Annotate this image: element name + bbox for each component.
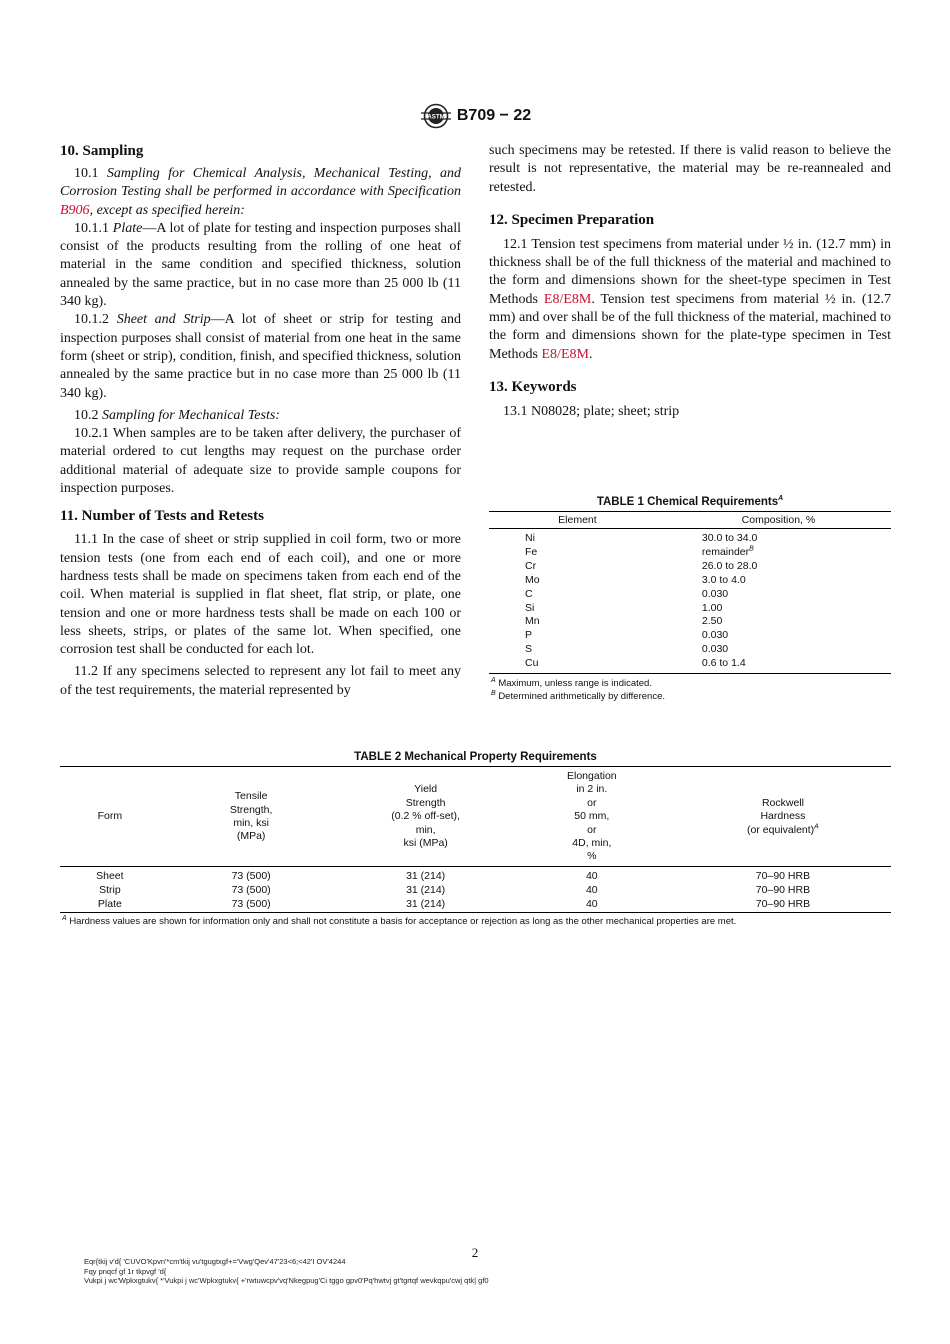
paragraph-10-2: 10.2 Sampling for Mechanical Tests: — [74, 407, 280, 423]
cell-form: Strip — [99, 883, 121, 896]
cell-form: Sheet — [96, 869, 124, 882]
table-1-footnotes — [489, 677, 891, 703]
cell-hardness: 70–90 HRB — [755, 869, 811, 882]
table-row — [489, 657, 891, 673]
paragraph-12-1: 12.1 Tension test specimens from material under ½ in. (12.7 mm) in thickness shall be of the full thickness of the material and machined to the form and dimensions shown for the sheet-type specimen in Test Methods E8/E8M. Tension test specimens from material ½ in. (12.7 mm) and over shall be of the full thickness of the material, machined to the form and dimensions shown for the plate-type specimen in Test Methods E8/E8M. — [489, 236, 891, 362]
cell-composition: 3.0 to 4.0 — [701, 573, 746, 586]
table-row — [489, 546, 891, 560]
section-10-heading: 10. Sampling — [60, 143, 144, 159]
table-1-title: TABLE 1 Chemical Requirements$^A$ — [596, 495, 784, 508]
cell-elongation: 40 — [509, 897, 675, 913]
column-header-form: Form — [60, 767, 160, 867]
cell-element: C — [525, 587, 533, 600]
footer-line-1: Eqr{tkij v'd{ 'CUVO'Kpvn'*cm'tkij vu'tgugtxgf+='Vwg'Qev'47'23<6;<42'I OV'4244 — [84, 1257, 346, 1266]
cell-element: S — [525, 643, 533, 656]
column-header-element: Element — [489, 512, 666, 529]
cell-element: Mn — [525, 615, 540, 628]
paragraph-10-1: 10.1 Sampling for Chemical Analysis, Mechanical Testing, and Corrosion Testing shall be performed in accordance with Specification B906, except as specified herein: — [60, 166, 461, 218]
table-row — [489, 588, 891, 602]
table-row — [489, 529, 891, 546]
paragraph-10-2-1: 10.2.1 When samples are to be taken after delivery, the purchaser of material ordered to cut lengths may request on the purchase order additional material of adequate size to provide sample coupons for inspection purposes. — [60, 426, 461, 497]
paragraph-10-1-2: 10.1.2 Sheet and Strip—A lot of sheet or strip for testing and inspection purposes shall consist of material from one heat in the same form (sheet or strip), condition, finish, and specified thickness, solution annealed by the same practice but in no case more than 25 000 lb (11 340 kg). — [60, 312, 462, 401]
cell-element: Mo — [525, 573, 540, 586]
cell-element: P — [525, 629, 533, 642]
cell-composition: remainder$^B$ — [701, 545, 754, 558]
table-1-footnote-a: $^A$ Maximum, unless range is indicated. — [491, 676, 652, 690]
table-1-grid — [489, 511, 891, 674]
cell-yield: 31 (214) — [343, 897, 509, 913]
paragraph-11-2: 11.2 If any specimens selected to represent any lot fail to meet any of the test requirements, the material represented by — [60, 664, 461, 698]
table-1-chemical-requirements — [489, 496, 891, 703]
paragraph-11-1: 11.1 In the case of sheet or strip supplied in coil form, two or more tension tests (one from each end of each coil), and one or more hardness tests shall be made on specimens taken from each end of the coil. When material is supplied in flat sheet, flat strip, or plate, one tension and one or more hardness tests shall be made on each 100 or less sheets, strips, or plates of the same lot. When specified, one corrosion test shall be conducted for each lot. — [60, 532, 461, 658]
column-header-elongation: Elongation in 2 in. or 50 mm, or 4D, min, % — [509, 767, 675, 867]
table-2-footnote-a: $^A$ Hardness values are shown for information only and shall not constitute a basis for acceptance or rejection as long as the other mechanical properties are met. — [62, 914, 737, 927]
cell-composition: 2.50 — [701, 615, 723, 628]
cell-composition: 1.00 — [701, 601, 723, 614]
table-row — [489, 629, 891, 643]
cell-composition: 0.6 to 1.4 — [666, 657, 891, 673]
table-2-mechanical-property-requirements — [60, 751, 891, 927]
section-12-heading: 12. Specimen Preparation — [489, 211, 655, 228]
footer-line-3: Vukpi j wc'Wpkxgtukv{ *'Vukpi j wc'Wpkxgtukv{ +'rwtuwcpv'vq'Nkegpug'Ci tggo gpv0'Pq'hwtvj gt'tgrtqf wevkqpu'cwj qtk| gf0 — [84, 1276, 489, 1285]
table-row — [489, 560, 891, 574]
cell-yield: 31 (214) — [406, 869, 446, 882]
cell-tensile: 73 (500) — [231, 883, 271, 896]
paragraph-13-1: 13.1 N08028; plate; sheet; strip — [503, 403, 680, 419]
cell-element: Cu — [489, 657, 666, 673]
page-header — [0, 103, 950, 129]
page-number: 2 — [471, 1245, 479, 1260]
reference-link-b906[interactable]: B906 — [60, 202, 90, 218]
license-footer — [84, 1257, 784, 1286]
right-column — [489, 142, 891, 421]
left-column — [60, 142, 461, 700]
cell-composition: 26.0 to 28.0 — [701, 559, 758, 572]
table-row — [60, 897, 891, 913]
section-13-heading: 13. Keywords — [489, 378, 577, 395]
cell-elongation: 40 — [585, 869, 598, 882]
astm-logo-icon — [419, 103, 453, 129]
cell-tensile: 73 (500) — [160, 897, 343, 913]
column-header-tensile-strength: Tensile Strength, min, ksi (MPa) — [160, 767, 343, 867]
table-1-footnote-b: $^B$ Determined arithmetically by difference. — [491, 689, 665, 703]
table-row — [489, 574, 891, 588]
column-header-yield-strength: Yield Strength (0.2 % off-set), min, ksi (MPa) — [343, 767, 509, 867]
footer-line-2: Fqy pnqcf gf 1r tkpvgf 'd{ — [84, 1266, 167, 1276]
table-2-title: TABLE 2 Mechanical Property Requirements — [354, 751, 597, 763]
reference-link-e8-e8m[interactable]: E8/E8M — [543, 291, 592, 307]
paragraph-11-2-continued: such specimens may be retested. If there is valid reason to believe the result is not representative, the material may be re-reannealed and retested. — [489, 143, 891, 195]
logo-text: ASTM — [427, 113, 445, 121]
reference-link-e8-e8m-2[interactable]: E8/E8M — [541, 346, 589, 362]
cell-composition: 30.0 to 34.0 — [701, 532, 758, 544]
cell-element: Fe — [525, 545, 538, 558]
column-header-composition: Composition, % — [666, 512, 891, 529]
table-row — [489, 602, 891, 616]
column-header-rockwell-hardness: Rockwell Hardness (or equivalent)$^A$ — [675, 767, 891, 867]
cell-element: Si — [525, 601, 535, 614]
cell-composition: 0.030 — [701, 629, 729, 642]
cell-form: Plate — [60, 897, 160, 913]
cell-composition: 0.030 — [701, 587, 729, 600]
cell-composition: 0.030 — [701, 643, 729, 656]
section-11-heading: 11. Number of Tests and Retests — [60, 508, 264, 525]
document-number: B709 − 22 — [456, 107, 532, 124]
cell-element: Cr — [525, 559, 537, 572]
cell-element: Ni — [525, 532, 535, 544]
cell-elongation: 40 — [585, 883, 598, 896]
table-row — [60, 866, 891, 883]
cell-hardness: 70–90 HRB — [755, 883, 811, 896]
cell-yield: 31 (214) — [406, 883, 446, 896]
cell-hardness: 70–90 HRB — [675, 897, 891, 913]
paragraph-10-1-1: 10.1.1 Plate—A lot of plate for testing and inspection purposes shall consist of the products resulting from the rolling of one heat of material in the same condition and specified thickness, solution annealed by the same practice, but in no case more than 25 000 lb (11 340 kg). — [60, 220, 462, 310]
table-2-grid — [60, 766, 891, 913]
table-row — [60, 883, 891, 897]
cell-tensile: 73 (500) — [231, 869, 271, 882]
table-row — [489, 643, 891, 657]
table-row — [489, 615, 891, 629]
